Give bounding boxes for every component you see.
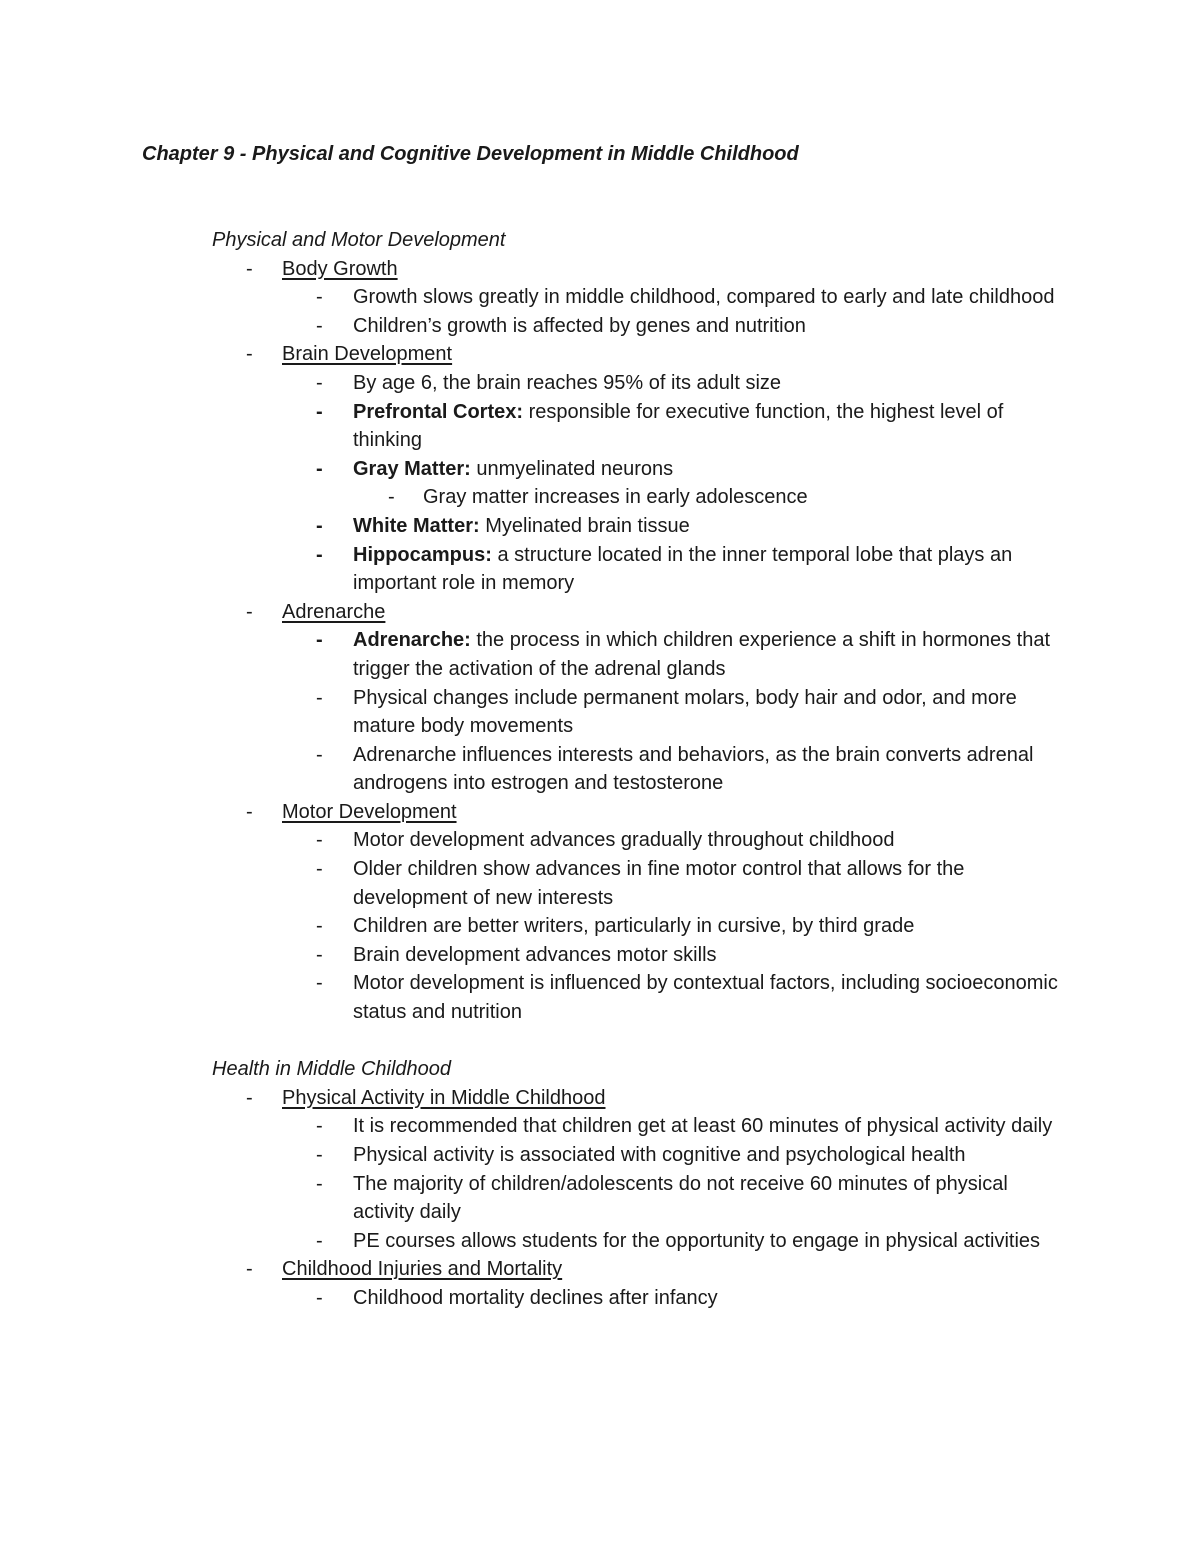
bullet-dash: - <box>316 1229 323 1252</box>
list-item-text <box>0 283 1065 312</box>
definition-text: Children are better writers, particularly in cursive, by third grade <box>353 915 915 938</box>
bullet-dash: - <box>316 314 323 337</box>
topic-label: Brain Development <box>282 343 453 366</box>
list-item <box>0 969 1200 1026</box>
bullet-dash: - <box>316 400 323 423</box>
list-item <box>0 912 1200 941</box>
list-item-text <box>0 369 1065 398</box>
list-item <box>0 369 1200 398</box>
bullet-dash: - <box>316 915 323 938</box>
list-item <box>0 1284 1200 1313</box>
topic-item <box>0 798 1200 827</box>
topic-item <box>0 255 1200 284</box>
definition-text: The majority of children/adolescents do not receive 60 minutes of physical activity daily <box>353 1172 1008 1224</box>
topic-item <box>0 1255 1200 1284</box>
bullet-dash: - <box>246 800 253 823</box>
bullet-dash: - <box>316 1144 323 1166</box>
bullet-dash: - <box>316 943 323 966</box>
bullet-dash: - <box>316 543 323 566</box>
section-gap <box>0 1027 1200 1056</box>
bullet-dash: - <box>316 1286 323 1309</box>
list-item-text <box>0 855 1065 912</box>
term-label: White Matter: <box>353 514 480 537</box>
definition-text: Adrenarche influences interests and behaviors, as the brain converts adrenal androgens into estrogen and testosterone <box>353 743 1034 795</box>
bullet-dash: - <box>316 829 323 852</box>
list-item <box>0 855 1200 912</box>
list-item-text <box>0 1227 1065 1256</box>
list-item <box>0 541 1200 598</box>
definition-text: Growth slows greatly in middle childhood, compared to early and late childhood <box>353 286 1055 309</box>
list-item-text <box>0 1284 1065 1313</box>
list-item-text <box>0 741 1065 798</box>
bullet-dash: - <box>316 514 323 537</box>
list-item-text <box>0 455 1065 484</box>
definition-text: a structure located in the inner temporal lobe that plays an important role in memory <box>353 543 1013 595</box>
definition-text: unmyelinated neurons <box>470 457 674 480</box>
list-item <box>0 283 1200 312</box>
definition-text: Children’s growth is affected by genes and nutrition <box>353 314 806 337</box>
bullet-dash: - <box>246 257 253 280</box>
list-item-text <box>0 969 1065 1026</box>
list-item <box>0 826 1200 855</box>
list-item-text <box>0 626 1065 683</box>
topic-item <box>0 340 1200 369</box>
definition-text: By age 6, the brain reaches 95% of its adult size <box>353 371 782 394</box>
list-item <box>0 455 1200 484</box>
definition-text: Physical changes include permanent molars, body hair and odor, and more mature body movements <box>353 686 1017 738</box>
list-item-text <box>0 826 1065 855</box>
list-item-text <box>0 1112 1065 1141</box>
term-label: Adrenarche: <box>353 629 471 652</box>
bullet-dash: - <box>316 972 323 995</box>
section-heading: Health in Middle Childhood <box>212 1058 452 1081</box>
term-label: Gray Matter: <box>353 457 471 480</box>
list-item <box>0 684 1200 741</box>
bullet-dash: - <box>316 629 323 652</box>
bullet-dash: - <box>316 686 323 709</box>
list-item <box>0 1112 1200 1141</box>
term-label: Prefrontal Cortex: <box>353 400 524 423</box>
sub-list-item-text: Gray matter increases in early adolescence <box>423 486 808 509</box>
list-item-text <box>0 512 1065 541</box>
list-item-text <box>0 398 1065 455</box>
list-item <box>0 941 1200 970</box>
definition-text: It is recommended that children get at least 60 minutes of physical activity daily <box>353 1115 1053 1138</box>
definition-text: the process in which children experience a shift in hormones that trigger the activation of the adrenal glands <box>353 629 1051 680</box>
bullet-dash: - <box>388 486 395 509</box>
definition-text: PE courses allows students for the opportunity to engage in physical activities <box>353 1229 1041 1252</box>
list-item <box>0 1227 1200 1256</box>
list-item <box>0 1170 1200 1227</box>
bullet-dash: - <box>246 1258 253 1281</box>
list-item-text <box>0 941 1065 970</box>
list-item <box>0 512 1200 541</box>
definition-text: responsible for executive function, the highest level of thinking <box>353 400 1004 452</box>
bullet-dash: - <box>246 600 253 623</box>
list-item <box>0 741 1200 798</box>
list-item <box>0 312 1200 341</box>
definition-text: Childhood mortality declines after infancy <box>353 1286 718 1309</box>
document-title: Chapter 9 - Physical and Cognitive Development in Middle Childhood <box>142 143 799 165</box>
bullet-dash: - <box>316 371 323 394</box>
term-label: Hippocampus: <box>353 543 492 566</box>
list-item-text <box>0 1141 1065 1170</box>
definition-text: Motor development advances gradually throughout childhood <box>353 829 895 852</box>
definition-text: Physical activity is associated with cognitive and psychological health <box>353 1144 966 1166</box>
topic-label: Physical Activity in Middle Childhood <box>282 1086 606 1109</box>
sub-list-item <box>0 483 1200 512</box>
bullet-dash: - <box>316 858 323 881</box>
document-body <box>0 226 1200 1313</box>
section-heading: Physical and Motor Development <box>212 229 506 251</box>
definition-text: Motor development is influenced by contextual factors, including socioeconomic status and nutrition <box>353 972 1058 1024</box>
bullet-dash: - <box>316 1172 323 1195</box>
bullet-dash: - <box>316 457 323 480</box>
definition-text: Myelinated brain tissue <box>479 514 690 537</box>
bullet-dash: - <box>246 1086 253 1109</box>
list-item-text <box>0 1170 1065 1227</box>
list-item-text <box>0 312 1065 341</box>
topic-item <box>0 1084 1200 1113</box>
bullet-dash: - <box>316 743 323 766</box>
list-item <box>0 626 1200 683</box>
definition-text: Older children show advances in fine motor control that allows for the development of new interests <box>353 858 965 909</box>
topic-label: Motor Development <box>282 800 457 823</box>
list-item-text <box>0 912 1065 941</box>
list-item-text <box>0 541 1065 598</box>
list-item <box>0 1141 1200 1170</box>
topic-label: Adrenarche <box>282 600 386 623</box>
topic-label: Childhood Injuries and Mortality <box>282 1258 563 1281</box>
topic-label: Body Growth <box>282 257 398 280</box>
bullet-dash: - <box>316 286 323 309</box>
definition-text: Brain development advances motor skills <box>353 943 717 966</box>
list-item <box>0 398 1200 455</box>
topic-item <box>0 598 1200 627</box>
list-item-text <box>0 684 1065 741</box>
bullet-dash: - <box>246 343 253 366</box>
bullet-dash: - <box>316 1115 323 1138</box>
